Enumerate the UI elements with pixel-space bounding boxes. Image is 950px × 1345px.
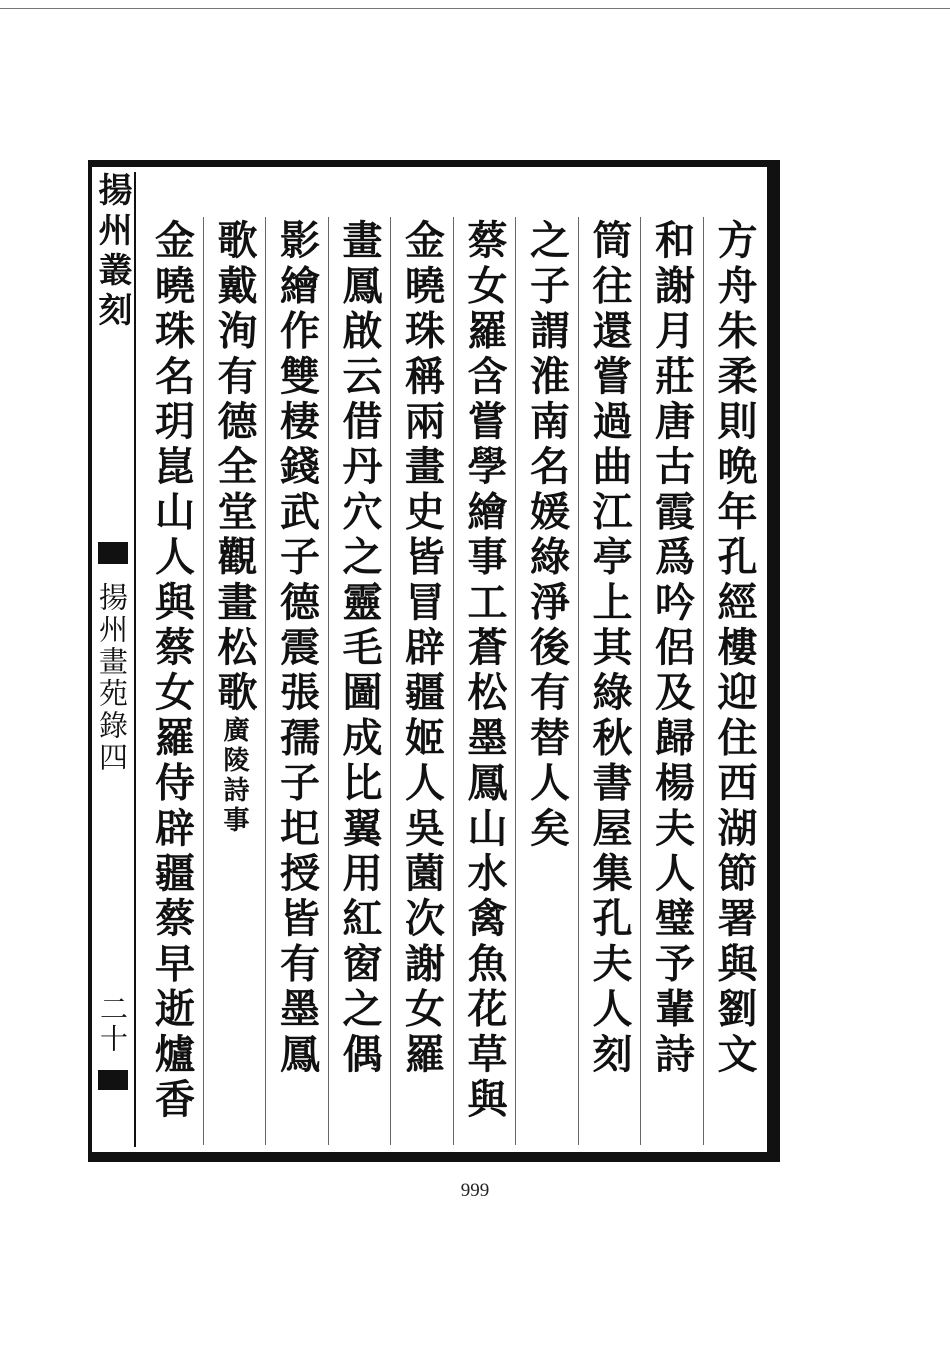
column-text: 之子謂淮南名媛綠淨後有替人矣 — [523, 219, 571, 852]
text-column — [265, 205, 328, 1145]
text-column — [390, 205, 453, 1145]
section-title: 揚州畫苑錄四 — [95, 582, 129, 774]
column-text: 金曉珠名玥崑山人與蔡女羅侍辟疆蔡早逝爐香 — [148, 219, 196, 1123]
column-text: 影繪作雙棲錢武子德震張孺子圯授皆有墨鳳 — [273, 219, 321, 1078]
column-main-text: 歌戴洵有德全堂觀畫松歌 — [211, 219, 258, 717]
book-title: 揚州叢刻 — [92, 172, 132, 332]
text-column — [453, 205, 516, 1145]
column-text — [203, 219, 266, 836]
leaf-number: 二十 — [96, 994, 129, 1054]
text-column — [140, 205, 203, 1145]
column-text: 金曉珠稱兩畫史皆冒辟疆姬人吳薗次謝女羅 — [398, 219, 446, 1078]
fishtail-mark — [98, 542, 128, 564]
page-margin-column — [92, 172, 136, 1147]
column-text: 筒往還嘗過曲江亭上其綠秋書屋集孔夫人刻 — [586, 219, 633, 1078]
column-text: 方舟朱柔則晩年孔經樓迎住西湖節署與劉文 — [711, 219, 758, 1078]
column-text: 畫鳳啟云借丹穴之靈毛圖成比翼用紅窗之偶 — [336, 219, 383, 1078]
text-column — [640, 205, 703, 1145]
text-column — [703, 205, 766, 1145]
top-rule — [0, 8, 950, 9]
text-column — [515, 205, 578, 1145]
column-text: 蔡女羅含嘗學繪事工蒼松墨鳳山水禽魚花草與 — [461, 219, 508, 1123]
main-text-block — [140, 205, 765, 1145]
text-column — [578, 205, 641, 1145]
lower-fishtail-mark — [98, 1070, 128, 1090]
text-column — [328, 205, 391, 1145]
text-column — [203, 205, 266, 1145]
column-text: 和謝月莊唐古霞爲吟侶及歸楊夫人璧予輩詩 — [648, 219, 696, 1078]
source-note: 廣陵詩事 — [219, 716, 249, 837]
page-number: 999 — [460, 1180, 490, 1201]
